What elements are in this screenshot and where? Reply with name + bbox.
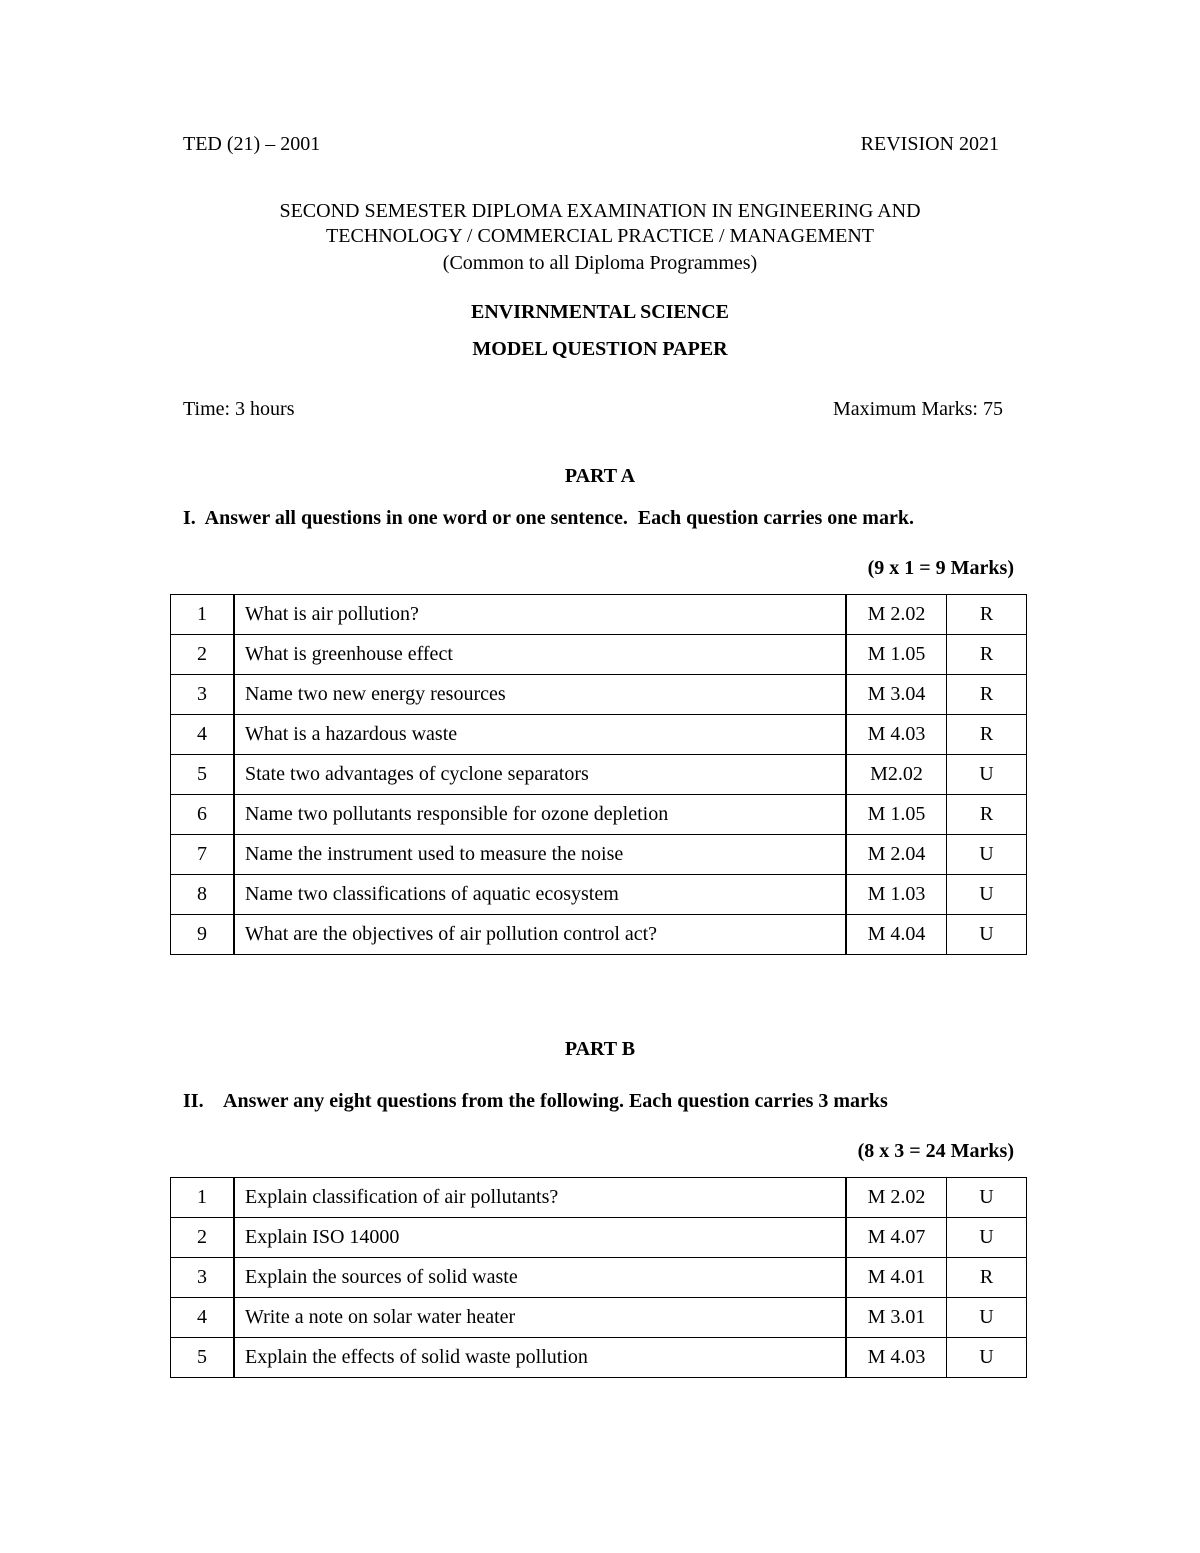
question-text: Name the instrument used to measure the noise <box>234 835 846 875</box>
part-b-title: PART B <box>564 1038 636 1060</box>
question-level: R <box>947 675 1027 715</box>
exam-title-line-2: TECHNOLOGY / COMMERCIAL PRACTICE / MANAGEMENT <box>326 225 874 247</box>
question-text: Explain the sources of solid waste <box>234 1258 846 1298</box>
question-module: M2.02 <box>846 755 947 795</box>
question-level: R <box>947 795 1027 835</box>
question-number: 1 <box>171 595 235 635</box>
question-row <box>171 595 1027 635</box>
part-a-title: PART A <box>564 465 636 487</box>
question-number: 2 <box>171 1218 235 1258</box>
question-level: U <box>947 1338 1027 1378</box>
question-number: 2 <box>171 635 235 675</box>
question-text: Name two classifications of aquatic ecosystem <box>234 875 846 915</box>
question-level: R <box>947 715 1027 755</box>
time-label: Time: 3 hours <box>183 398 295 420</box>
question-text: Write a note on solar water heater <box>234 1298 846 1338</box>
question-number: 7 <box>171 835 235 875</box>
part-a-instruction: I. Answer all questions in one word or one sentence. Each question carries one mark. <box>183 507 914 529</box>
question-module: M 1.05 <box>846 795 947 835</box>
question-row <box>171 1178 1027 1218</box>
question-level: U <box>947 1218 1027 1258</box>
question-number: 6 <box>171 795 235 835</box>
question-text: State two advantages of cyclone separators <box>234 755 846 795</box>
question-row <box>171 1338 1027 1378</box>
question-row <box>171 1298 1027 1338</box>
question-level: R <box>947 595 1027 635</box>
exam-title-line-3: (Common to all Diploma Programmes) <box>442 252 758 274</box>
question-module: M 4.03 <box>846 1338 947 1378</box>
question-text: Explain ISO 14000 <box>234 1218 846 1258</box>
question-number: 4 <box>171 715 235 755</box>
question-level: U <box>947 875 1027 915</box>
question-row <box>171 875 1027 915</box>
question-row <box>171 675 1027 715</box>
question-module: M 4.01 <box>846 1258 947 1298</box>
question-number: 5 <box>171 755 235 795</box>
question-module: M 2.04 <box>846 835 947 875</box>
question-row <box>171 915 1027 955</box>
question-module: M 4.03 <box>846 715 947 755</box>
question-level: R <box>947 1258 1027 1298</box>
paper-title: MODEL QUESTION PAPER <box>472 338 728 360</box>
question-row <box>171 755 1027 795</box>
question-row <box>171 1218 1027 1258</box>
question-level: U <box>947 755 1027 795</box>
question-text: What is air pollution? <box>234 595 846 635</box>
question-module: M 1.05 <box>846 635 947 675</box>
question-number: 3 <box>171 1258 235 1298</box>
part-a-marks: (9 x 1 = 9 Marks) <box>867 557 1014 579</box>
revision-label: REVISION 2021 <box>860 133 999 155</box>
paper-code: TED (21) – 2001 <box>183 133 321 155</box>
exam-title-line-1: SECOND SEMESTER DIPLOMA EXAMINATION IN ENGINEERING AND <box>279 200 921 222</box>
question-module: M 2.02 <box>846 1178 947 1218</box>
question-module: M 4.07 <box>846 1218 947 1258</box>
question-number: 9 <box>171 915 235 955</box>
subject-title: ENVIRNMENTAL SCIENCE <box>470 301 729 323</box>
question-module: M 2.02 <box>846 595 947 635</box>
question-text: Explain the effects of solid waste pollution <box>234 1338 846 1378</box>
question-module: M 3.01 <box>846 1298 947 1338</box>
question-number: 5 <box>171 1338 235 1378</box>
question-number: 4 <box>171 1298 235 1338</box>
question-level: U <box>947 1298 1027 1338</box>
part-a-question-table <box>170 594 1027 955</box>
question-level: U <box>947 835 1027 875</box>
max-marks-label: Maximum Marks: 75 <box>833 398 1003 420</box>
question-number: 3 <box>171 675 235 715</box>
part-b-instruction-number: II. <box>183 1090 204 1112</box>
question-module: M 1.03 <box>846 875 947 915</box>
question-text: Name two pollutants responsible for ozone depletion <box>234 795 846 835</box>
question-row <box>171 715 1027 755</box>
question-text: What are the objectives of air pollution control act? <box>234 915 846 955</box>
question-text: What is a hazardous waste <box>234 715 846 755</box>
question-level: U <box>947 1178 1027 1218</box>
part-b-instruction: Answer any eight questions from the following. Each question carries 3 marks <box>223 1090 888 1112</box>
question-module: M 3.04 <box>846 675 947 715</box>
question-row <box>171 835 1027 875</box>
question-module: M 4.04 <box>846 915 947 955</box>
question-level: R <box>947 635 1027 675</box>
question-level: U <box>947 915 1027 955</box>
question-row <box>171 1258 1027 1298</box>
question-number: 1 <box>171 1178 235 1218</box>
part-b-question-table <box>170 1177 1027 1378</box>
question-text: Name two new energy resources <box>234 675 846 715</box>
part-b-marks: (8 x 3 = 24 Marks) <box>857 1140 1014 1162</box>
question-row <box>171 635 1027 675</box>
question-text: Explain classification of air pollutants? <box>234 1178 846 1218</box>
question-row <box>171 795 1027 835</box>
question-number: 8 <box>171 875 235 915</box>
question-text: What is greenhouse effect <box>234 635 846 675</box>
